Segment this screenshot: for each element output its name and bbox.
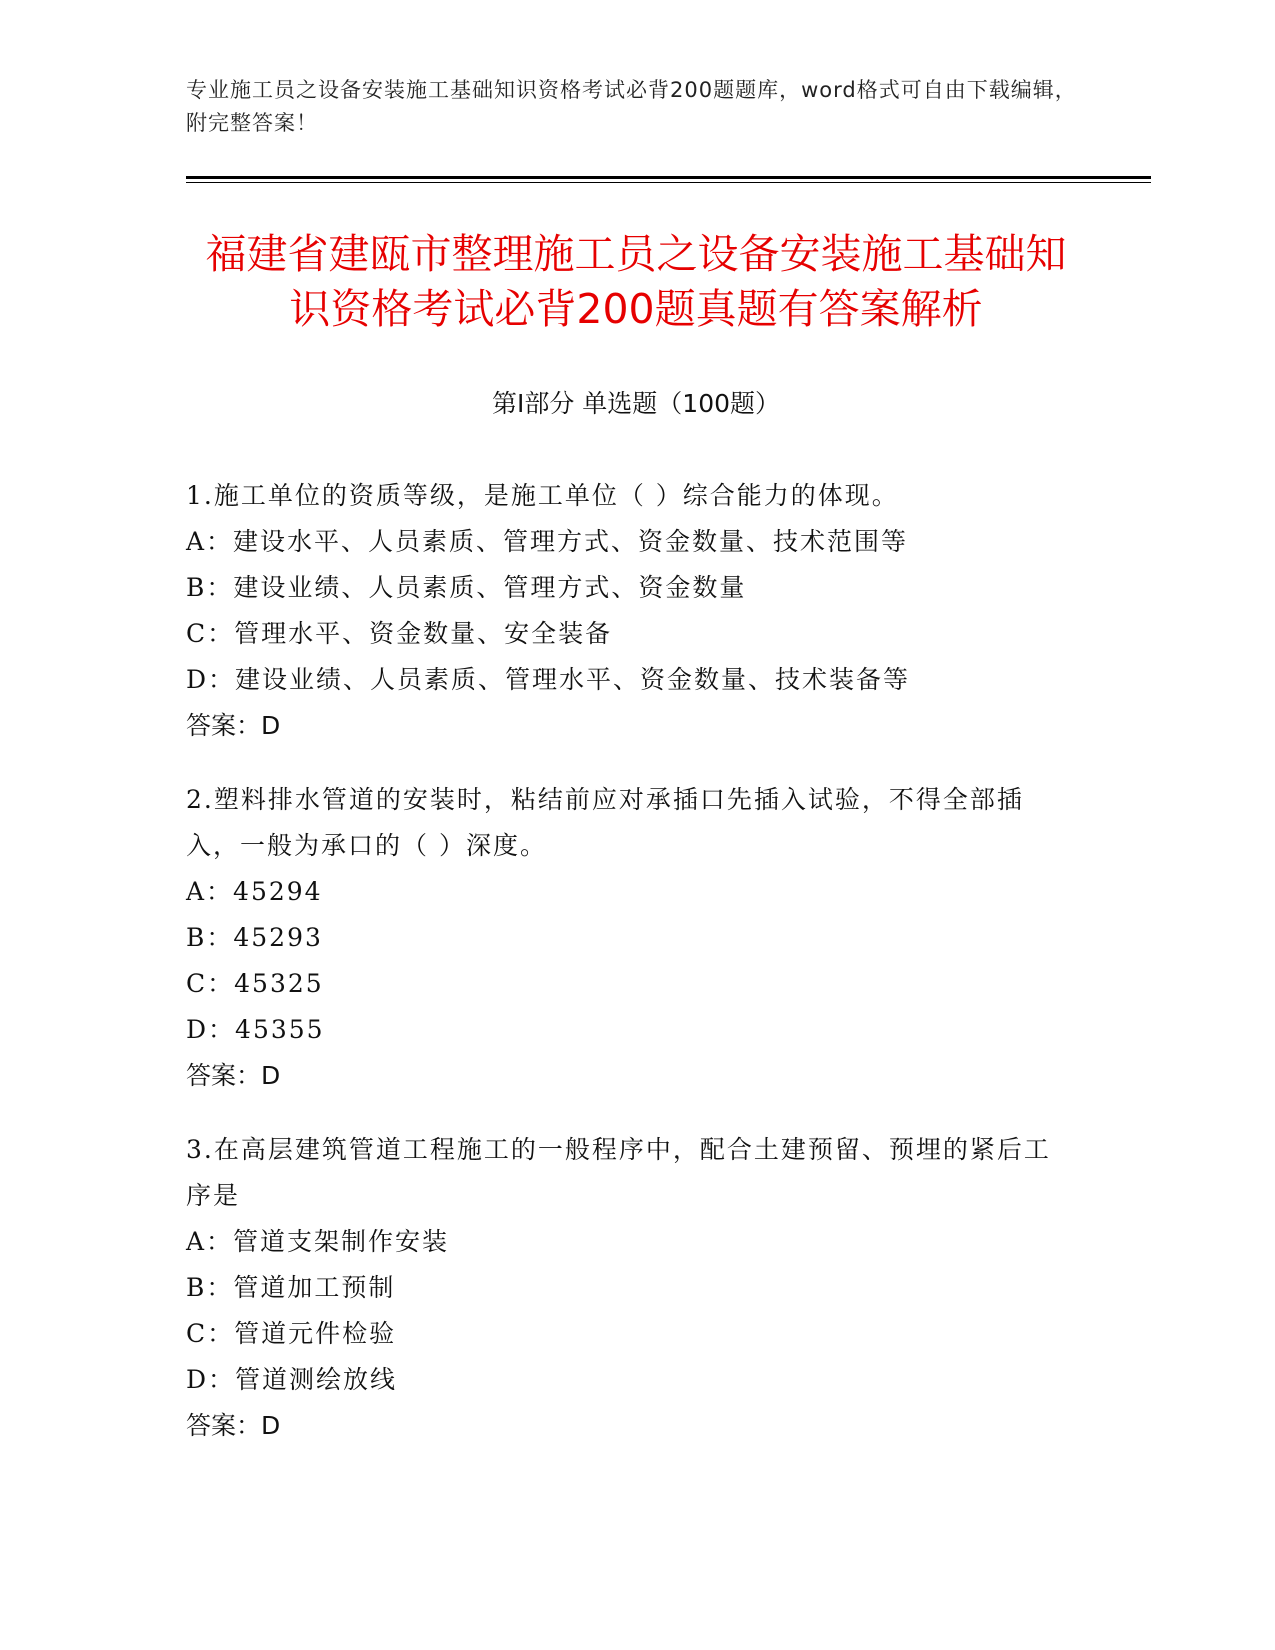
answer: 答案：D [186, 1411, 281, 1440]
question-2 [186, 777, 1066, 1099]
option-b: B：45293 [186, 923, 323, 952]
option-c: C：管理水平、资金数量、安全装备 [186, 619, 613, 648]
option-a: A：管道支架制作安装 [186, 1227, 450, 1256]
header-divider-thick [186, 176, 1151, 179]
question-1 [186, 473, 1066, 749]
option-c: C：管道元件检验 [186, 1319, 397, 1348]
option-a: A：45294 [186, 877, 323, 906]
answer: 答案：D [186, 711, 281, 740]
question-stem: 2.塑料排水管道的安装时，粘结前应对承插口先插入试验，不得全部插入，一般为承口的（ ）深度。 [186, 785, 1024, 860]
option-d: D：建设业绩、人员素质、管理水平、资金数量、技术装备等 [186, 665, 911, 694]
header-note: 专业施工员之设备安装施工基础知识资格考试必背200题题库，word格式可自由下载编辑，附完整答案！ [186, 78, 1077, 135]
option-c: C：45325 [186, 969, 324, 998]
option-d: D：45355 [186, 1015, 325, 1044]
question-stem: 1.施工单位的资质等级，是施工单位（ ）综合能力的体现。 [186, 481, 899, 510]
option-d: D：管道测绘放线 [186, 1365, 398, 1394]
question-3 [186, 1127, 1066, 1449]
option-b: B：管道加工预制 [186, 1273, 396, 1302]
option-b: B：建设业绩、人员素质、管理方式、资金数量 [186, 573, 747, 602]
header-divider-thin [186, 182, 1151, 183]
answer: 答案：D [186, 1061, 281, 1090]
question-stem: 3.在高层建筑管道工程施工的一般程序中，配合土建预留、预埋的紧后工序是 [186, 1135, 1051, 1210]
question-list [186, 473, 1066, 1477]
section-title: 第Ⅰ部分 单选题（100题） [491, 389, 781, 418]
option-a: A：建设水平、人员素质、管理方式、资金数量、技术范围等 [186, 527, 909, 556]
document-title: 福建省建瓯市整理施工员之设备安装施工基础知识资格考试必背200题真题有答案解析 [205, 230, 1067, 333]
